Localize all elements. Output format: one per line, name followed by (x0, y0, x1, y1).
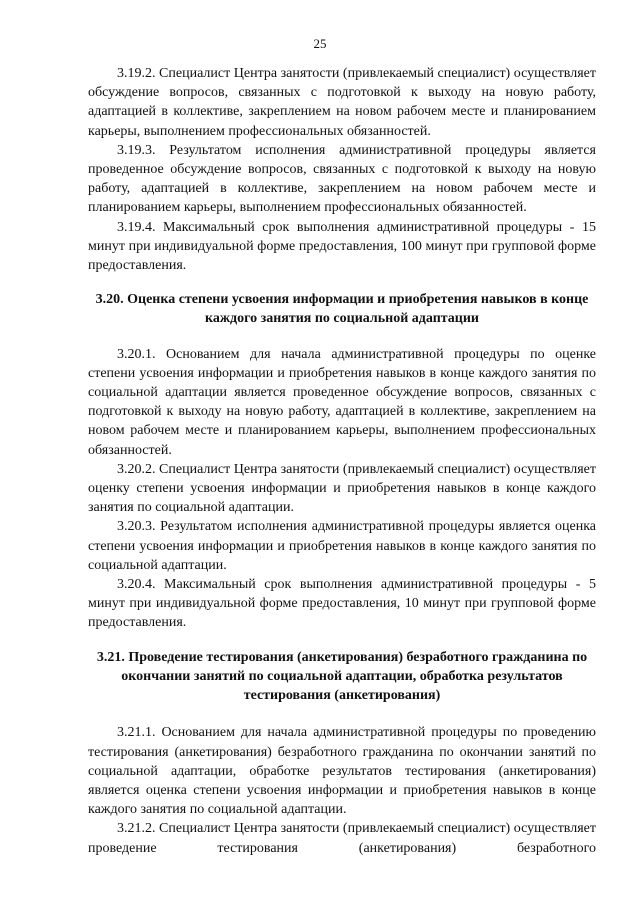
page-number: 25 (313, 36, 327, 51)
paragraph-3-20-1: 3.20.1. Основанием для начала административной процедуры по оценке степени усвоения информации и приобретения навыков в конце каждого занятия по социальной адаптации является проведенное обсуждение вопросов, связанных с подготовкой к выходу на новую работу, адаптацией в коллективе, закреплением на новом рабочем месте и планированием карьеры, выполнением профессиональных обязанностей. (88, 346, 596, 458)
paragraph-3-20-2: 3.20.2. Специалист Центра занятости (привлекаемый специалист) осуществляет оценку степени усвоения информации и приобретения навыков в конце каждого занятия по социальной адаптации. (88, 461, 596, 516)
paragraph-3-21-1: 3.21.1. Основанием для начала административной процедуры по проведению тестирования (анкетирования) безработного гражданина по окончании занятий по социальной адаптации, обработке результатов тестирования (анкетирования) является оценка степени усвоения информации и приобретения навыков в конце каждого занятия по социальной адаптации. (88, 725, 596, 818)
paragraph-3-19-2: 3.19.2. Специалист Центра занятости (привлекаемый специалист) осуществляет обсуждение вопросов, связанных с подготовкой к выходу на новую работу, адаптацией в коллективе, закреплением на новом рабочем месте и планированием карьеры, выполнением профессиональных обязанностей. (88, 66, 596, 139)
section-heading-3-21: 3.21. Проведение тестирования (анкетирования) безработного гражданина по окончании занятий по социальной адаптации, обработка результатов тестирования (анкетирования) (96, 649, 588, 704)
section-heading-3-20: 3.20. Оценка степени усвоения информации и приобретения навыков в конце каждого занятия по социальной адаптации (95, 292, 589, 327)
paragraph-3-20-4: 3.20.4. Максимальный срок выполнения административной процедуры - 5 минут при индивидуальной форме предоставления, 10 минут при групповой форме предоставления. (88, 577, 596, 631)
paragraph-3-20-3: 3.20.3. Результатом исполнения административной процедуры является оценка степени усвоения информации и приобретения навыков в конце каждого занятия по социальной адаптации. (88, 519, 596, 573)
paragraph-3-19-3: 3.19.3. Результатом исполнения административной процедуры является проведенное обсуждение вопросов, связанных с подготовкой к выходу на новую работу, адаптацией в коллективе, закреплением на новом рабочем месте и планированием карьеры, выполнением профессиональных обязанностей. (88, 142, 596, 216)
document-body (88, 64, 596, 858)
paragraph-3-21-2: 3.21.2. Специалист Центра занятости (привлекаемый специалист) осуществляет проведение тестирования (анкетирования) безработного (88, 821, 596, 856)
paragraph-3-19-4: 3.19.4. Максимальный срок выполнения административной процедуры - 15 минут при индивидуальной форме предоставления, 100 минут при групповой форме предоставления. (88, 219, 596, 274)
